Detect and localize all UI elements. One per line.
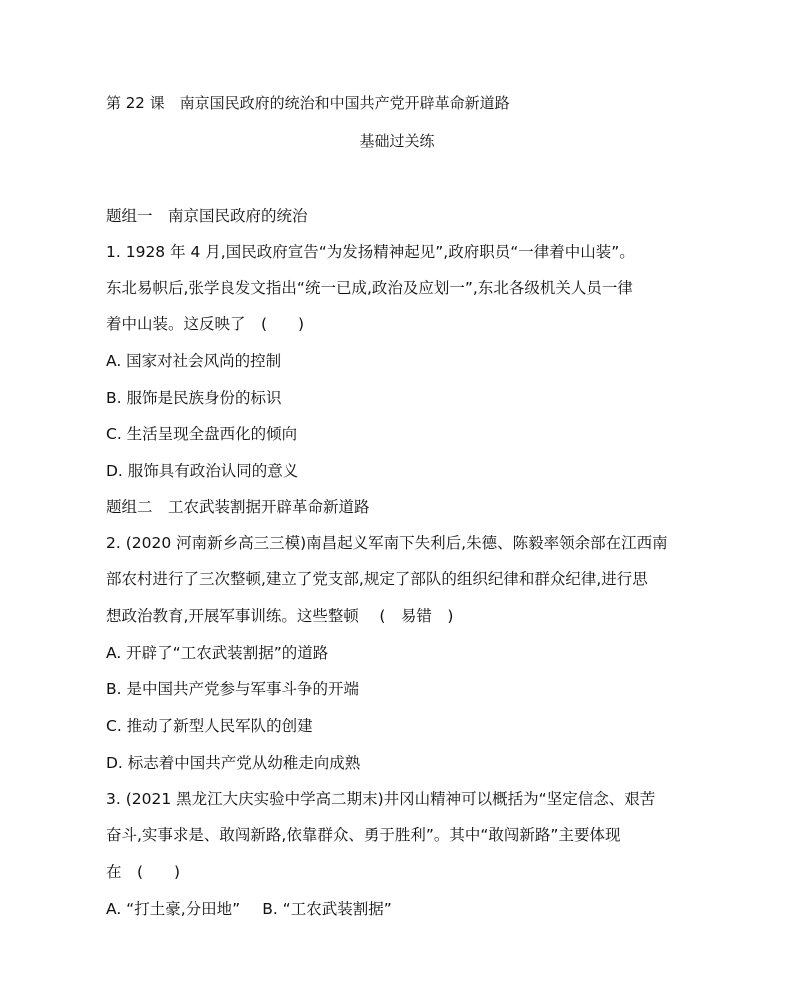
q2-option-b: B. 是中国共产党参与军事斗争的开端 xyxy=(106,680,359,698)
q2-option-c: C. 推动了新型人民军队的创建 xyxy=(106,717,313,735)
q1-option-c: C. 生活呈现全盘西化的倾向 xyxy=(106,425,298,443)
group2-heading: 题组二 工农武装割据开辟革命新道路 xyxy=(106,498,370,516)
q2-line1: 2. (2020 河南新乡高三三模)南昌起义军南下失利后,朱德、陈毅率领余部在江西南 xyxy=(106,534,668,552)
q3-option-b: B. “工农武装割据” xyxy=(262,900,392,918)
q1-line2: 东北易帜后,张学良发文指出“统一已成,政治及应划一”,东北各级机关人员一律 xyxy=(106,279,633,297)
q1-option-a: A. 国家对社会风尚的控制 xyxy=(106,352,282,370)
q3-line2: 奋斗,实事求是、敢闯新路,依靠群众、勇于胜利”。其中“敢闯新路”主要体现 xyxy=(106,826,621,844)
q3-line1: 3. (2021 黑龙江大庆实验中学高二期末)井冈山精神可以概括为“坚定信念、艰苦 xyxy=(106,790,656,808)
q2-option-d: D. 标志着中国共产党从幼稚走向成熟 xyxy=(106,754,361,772)
q3-option-a: A. “打土豪,分田地” xyxy=(106,900,241,918)
q1-line3: 着中山装。这反映了 ( ) xyxy=(106,315,305,333)
q2-option-a: A. 开辟了“工农武装割据”的道路 xyxy=(106,644,329,662)
q1-option-d: D. 服饰具有政治认同的意义 xyxy=(106,462,299,480)
lesson-title: 第 22 课 南京国民政府的统治和中国共产党开辟革命新道路 xyxy=(106,94,510,112)
q2-line2: 部农村进行了三次整顿,建立了党支部,规定了部队的组织纪律和群众纪律,进行思 xyxy=(106,570,648,588)
q1-option-b: B. 服饰是民族身份的标识 xyxy=(106,389,282,407)
q2-line3: 想政治教育,开展军事训练。这些整顿 ( 易错 ) xyxy=(106,607,454,625)
group1-heading: 题组一 南京国民政府的统治 xyxy=(106,207,308,225)
q3-options-row xyxy=(106,899,392,919)
q1-line1: 1. 1928 年 4 月,国民政府宣告“为发扬精神起见”,政府职员“一律着中山装”。 xyxy=(106,243,635,261)
q3-line3: 在 ( ) xyxy=(106,863,181,881)
section-title: 基础过关练 xyxy=(359,132,435,150)
